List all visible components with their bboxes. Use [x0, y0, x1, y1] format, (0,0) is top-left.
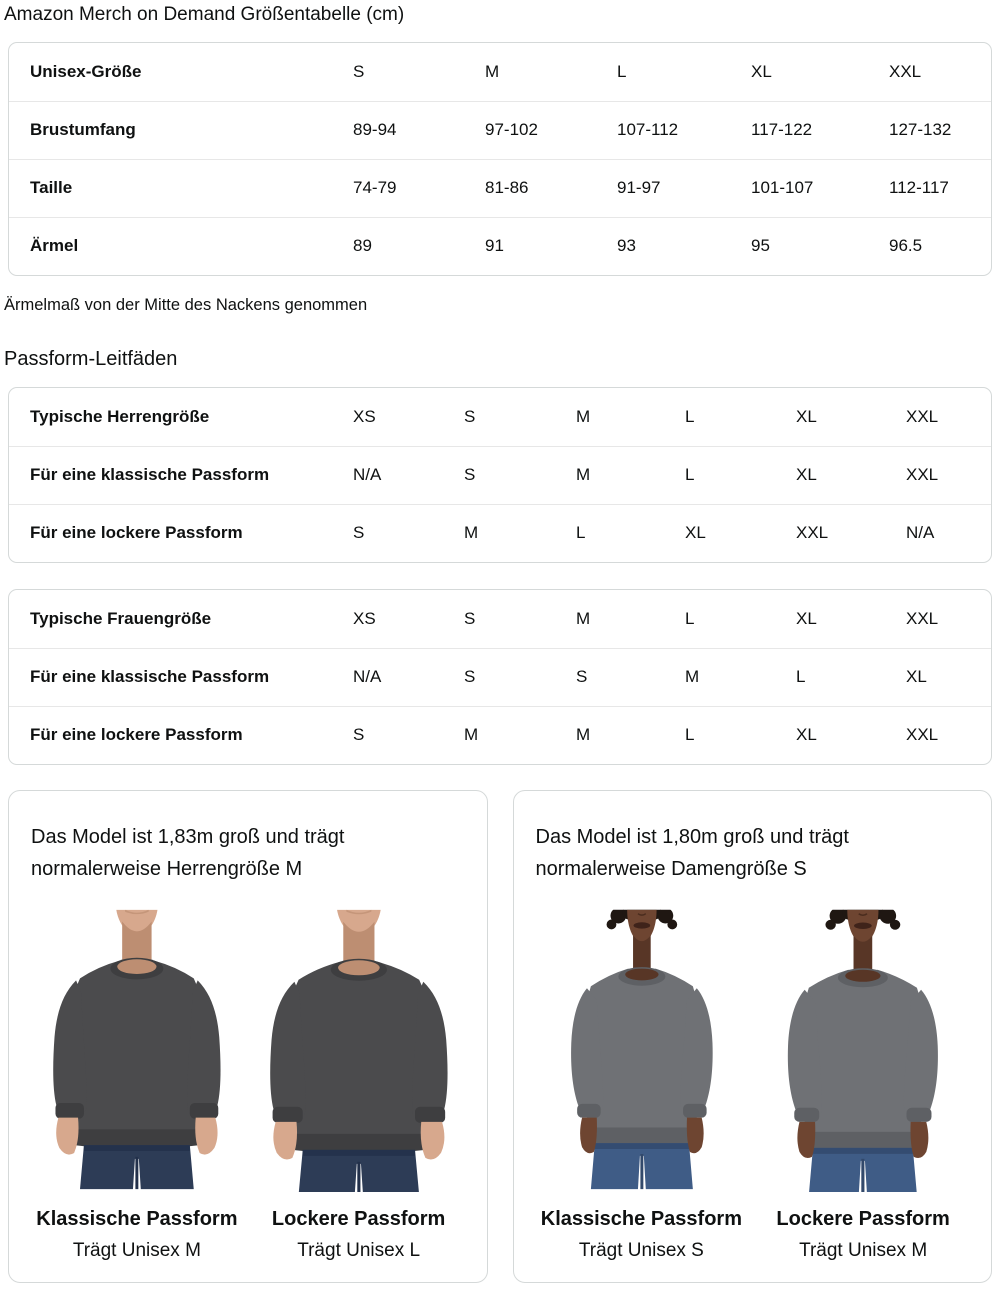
row-label: Unisex-Größe — [30, 61, 142, 81]
fit-label: Lockere Passform — [776, 1208, 950, 1230]
mens-fit-table — [8, 387, 992, 563]
cell: 117-122 — [751, 101, 889, 159]
cell: L — [685, 446, 796, 504]
female-loose-fit-photo — [755, 907, 971, 1192]
table-row — [9, 159, 991, 217]
model-photos — [29, 907, 467, 1262]
row-label: Für eine lockere Passform — [9, 706, 353, 764]
row-label: Brustumfang — [9, 101, 353, 159]
table-row — [9, 101, 991, 159]
cell: 91 — [485, 217, 617, 275]
womens-fit-table — [8, 589, 992, 765]
male-model-card — [8, 790, 488, 1283]
row-label: Für eine klassische Passform — [9, 648, 353, 706]
cell: M — [576, 406, 591, 426]
cell: M — [576, 706, 685, 764]
male-classic-figure — [29, 907, 245, 1262]
cell: M — [464, 706, 576, 764]
model-cards — [8, 790, 992, 1283]
cell: L — [796, 648, 906, 706]
cell: S — [353, 504, 464, 562]
female-model-card — [513, 790, 993, 1283]
cell: S — [353, 706, 464, 764]
fit-label: Klassische Passform — [540, 1208, 742, 1230]
male-classic-fit-photo — [29, 907, 245, 1192]
col-header: L — [617, 61, 627, 81]
fit-guides-heading: Passform-Leitfäden — [4, 348, 178, 370]
male-loose-figure — [251, 907, 467, 1262]
cell: XL — [796, 406, 817, 426]
cell: XXL — [906, 446, 991, 504]
table-row — [9, 706, 991, 764]
cell: 107-112 — [617, 101, 751, 159]
model-description: Das Model ist 1,80m groß und trägt normalerweise Damengröße S — [535, 826, 849, 880]
row-label: Typische Herrengröße — [30, 406, 210, 426]
table-row — [9, 217, 991, 275]
cell: XS — [353, 406, 376, 426]
cell: 89 — [353, 217, 485, 275]
fit-label: Lockere Passform — [271, 1208, 446, 1230]
fit-label: Klassische Passform — [36, 1208, 238, 1230]
cell: XXL — [906, 706, 991, 764]
col-header: XXL — [889, 61, 922, 81]
female-classic-fit-photo — [534, 907, 750, 1192]
female-loose-figure — [755, 907, 971, 1262]
cell: S — [576, 648, 685, 706]
table-row — [9, 648, 991, 706]
table-row — [9, 388, 991, 446]
cell: XXL — [906, 608, 939, 628]
row-label: Für eine klassische Passform — [9, 446, 353, 504]
cell: 97-102 — [485, 101, 617, 159]
size-table — [8, 42, 992, 276]
page-title: Amazon Merch on Demand Größentabelle (cm) — [4, 4, 405, 25]
cell: M — [464, 504, 576, 562]
cell: XXL — [796, 504, 906, 562]
cell: L — [685, 706, 796, 764]
model-description: Das Model ist 1,83m groß und trägt normalerweise Herrengröße M — [31, 826, 345, 880]
cell: L — [685, 406, 695, 426]
cell: N/A — [906, 504, 991, 562]
model-photos — [534, 907, 972, 1262]
cell: 112-117 — [889, 159, 991, 217]
female-classic-figure — [534, 907, 750, 1262]
row-label: Für eine lockere Passform — [9, 504, 353, 562]
cell: N/A — [353, 446, 464, 504]
cell: N/A — [353, 648, 464, 706]
cell: 89-94 — [353, 101, 485, 159]
table-row — [9, 504, 991, 562]
cell: L — [685, 608, 695, 628]
cell: S — [464, 648, 576, 706]
cell: 93 — [617, 217, 751, 275]
cell: XL — [906, 648, 991, 706]
cell: 96.5 — [889, 217, 991, 275]
cell: S — [464, 446, 576, 504]
table-row — [9, 446, 991, 504]
cell: 95 — [751, 217, 889, 275]
wears-label: Trägt Unisex M — [799, 1240, 928, 1261]
cell: S — [464, 406, 476, 426]
wears-label: Trägt Unisex S — [578, 1240, 704, 1261]
row-label: Typische Frauengröße — [30, 608, 212, 628]
cell: XS — [353, 608, 376, 628]
cell: XL — [796, 446, 906, 504]
cell: XL — [796, 706, 906, 764]
cell: M — [576, 608, 591, 628]
male-loose-fit-photo — [251, 907, 467, 1192]
row-label: Taille — [9, 159, 353, 217]
wears-label: Trägt Unisex L — [297, 1240, 421, 1261]
table-row — [9, 590, 991, 648]
cell: XL — [685, 504, 796, 562]
cell: 101-107 — [751, 159, 889, 217]
cell: M — [685, 648, 796, 706]
cell: 81-86 — [485, 159, 617, 217]
cell: L — [576, 504, 685, 562]
col-header: S — [353, 61, 365, 81]
cell: M — [576, 446, 685, 504]
wears-label: Trägt Unisex M — [72, 1240, 201, 1261]
cell: XL — [796, 608, 817, 628]
col-header: XL — [751, 61, 772, 81]
cell: XXL — [906, 406, 939, 426]
table-header-row — [9, 43, 991, 101]
col-header: M — [485, 61, 500, 81]
row-label: Ärmel — [9, 217, 353, 275]
sleeve-measure-note: Ärmelmaß von der Mitte des Nackens genommen — [4, 296, 368, 314]
cell: 127-132 — [889, 101, 991, 159]
cell: S — [464, 608, 476, 628]
cell: 74-79 — [353, 159, 485, 217]
cell: 91-97 — [617, 159, 751, 217]
